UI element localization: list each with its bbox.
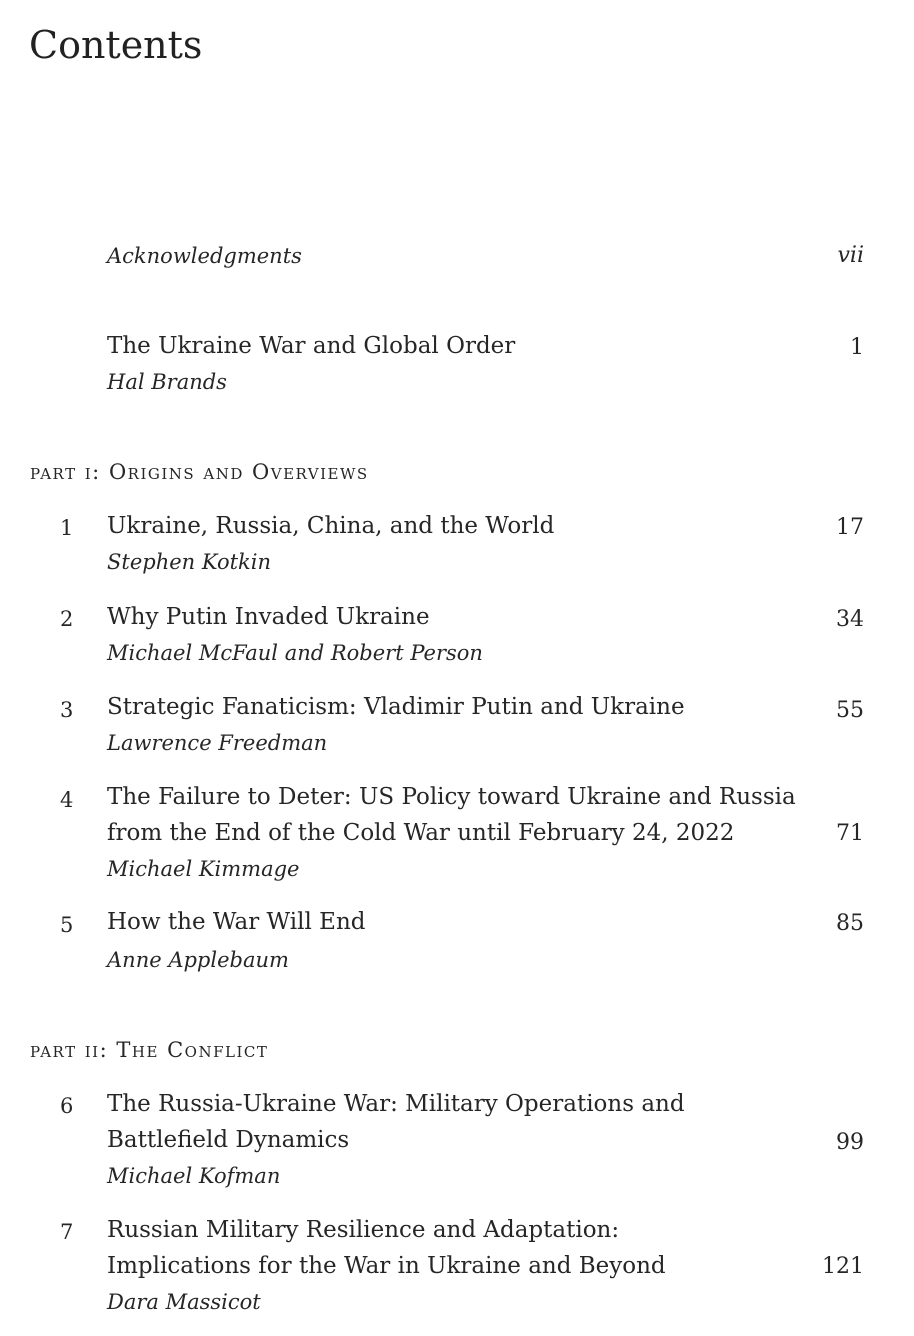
part-label: part i:: [30, 460, 101, 484]
toc-author: Dara Massicot: [107, 1290, 261, 1314]
chapter-number: 7: [60, 1220, 74, 1244]
chapter-number: 2: [60, 607, 74, 631]
toc-page-number: 85: [836, 911, 864, 936]
part-heading-2: [30, 1034, 268, 1066]
toc-page-number: 34: [836, 607, 864, 632]
toc-entry-chapter-7[interactable]: Russian Military Resilience and Adaptation:: [107, 1217, 620, 1243]
toc-page-number: 71: [836, 821, 864, 846]
toc-page-number: vii: [837, 243, 864, 268]
toc-author: Michael Kofman: [107, 1164, 281, 1188]
chapter-number: 4: [60, 788, 74, 812]
part-title: Origins and Overviews: [108, 460, 369, 484]
toc-entry-chapter-3[interactable]: Strategic Fanaticism: Vladimir Putin and Ukraine: [107, 694, 685, 720]
chapter-number: 3: [60, 698, 74, 722]
toc-page-number: 1: [850, 335, 864, 360]
toc-entry-acknowledgments[interactable]: Acknowledgments: [107, 244, 302, 268]
chapter-number: 6: [60, 1094, 74, 1118]
toc-page-number: 55: [836, 698, 864, 723]
toc-entry-introduction[interactable]: The Ukraine War and Global Order: [107, 333, 516, 359]
toc-entry-chapter-6-continued[interactable]: Battlefield Dynamics: [107, 1127, 350, 1153]
toc-author: Michael McFaul and Robert Person: [107, 641, 483, 665]
chapter-number: 5: [60, 913, 74, 937]
toc-entry-chapter-1[interactable]: Ukraine, Russia, China, and the World: [107, 513, 555, 539]
toc-entry-chapter-4[interactable]: The Failure to Deter: US Policy toward Ukraine and Russia: [107, 784, 796, 810]
chapter-number: 1: [60, 516, 74, 540]
toc-entry-chapter-4-continued[interactable]: from the End of the Cold War until February 24, 2022: [107, 820, 735, 846]
toc-page-number: 99: [836, 1130, 864, 1155]
toc-page-number: 121: [822, 1254, 864, 1279]
toc-entry-chapter-6[interactable]: The Russia-Ukraine War: Military Operations and: [107, 1091, 685, 1117]
toc-entry-chapter-5[interactable]: How the War Will End: [107, 909, 366, 935]
toc-author: Lawrence Freedman: [107, 731, 328, 755]
toc-entry-chapter-2[interactable]: Why Putin Invaded Ukraine: [107, 604, 430, 630]
toc-author: Michael Kimmage: [107, 857, 300, 881]
toc-author: Anne Applebaum: [107, 948, 289, 972]
page-title: Contents: [29, 23, 203, 67]
toc-author: Stephen Kotkin: [107, 550, 272, 574]
toc-author: Hal Brands: [107, 370, 227, 394]
part-label: part ii:: [30, 1038, 109, 1062]
part-title: The Conflict: [116, 1038, 269, 1062]
toc-page-number: 17: [836, 515, 864, 540]
toc-entry-chapter-7-continued[interactable]: Implications for the War in Ukraine and Beyond: [107, 1253, 666, 1279]
part-heading-1: [30, 456, 369, 488]
